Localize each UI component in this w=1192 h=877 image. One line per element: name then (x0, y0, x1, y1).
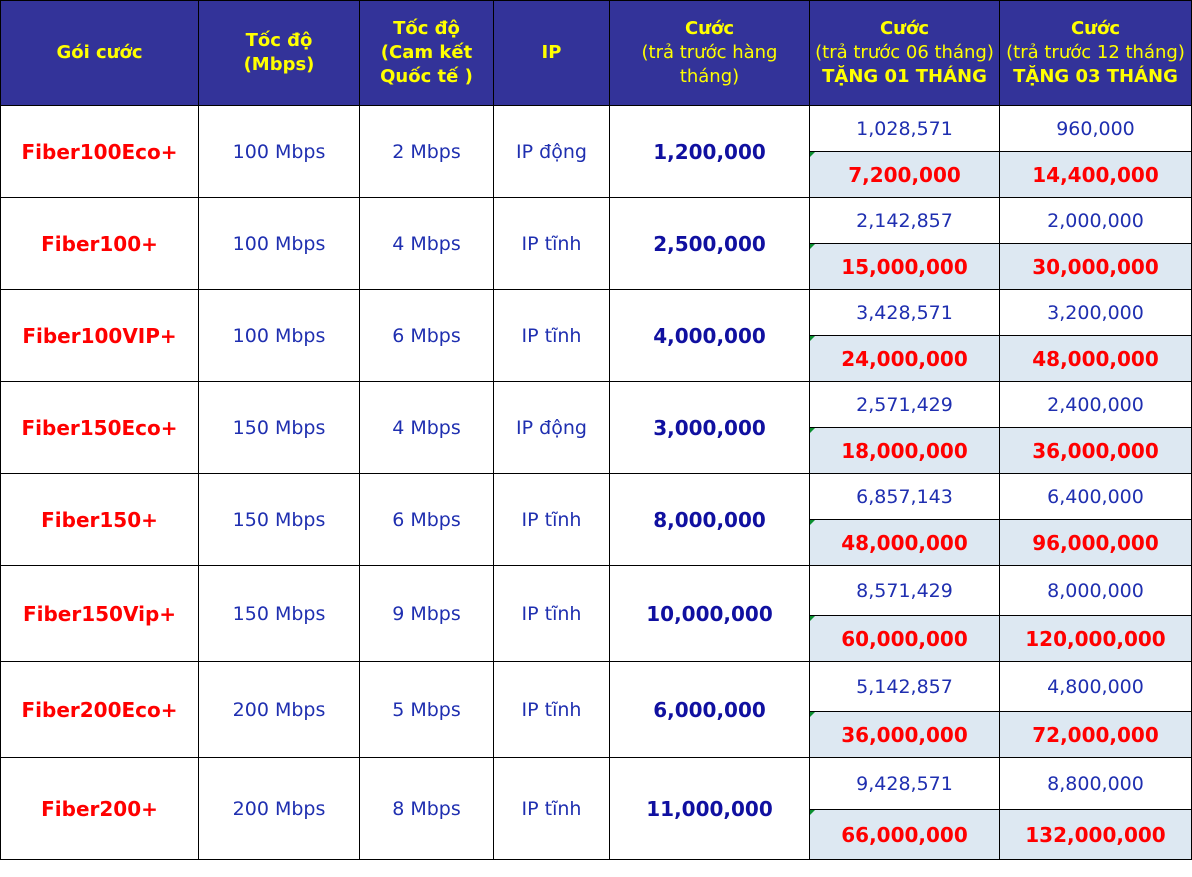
speed-value: 100 Mbps (199, 290, 360, 382)
twelve-month-total: 14,400,000 (1000, 152, 1192, 198)
ip-type: IP động (494, 382, 610, 474)
monthly-price: 4,000,000 (610, 290, 810, 382)
ip-type: IP tĩnh (494, 198, 610, 290)
ip-type: IP tĩnh (494, 474, 610, 566)
six-month-total: 24,000,000 (810, 336, 1000, 382)
package-name: Fiber100+ (1, 198, 199, 290)
package-name: Fiber150Eco+ (1, 382, 199, 474)
twelve-month-total: 48,000,000 (1000, 336, 1192, 382)
header-ip: IP (494, 1, 610, 106)
six-month-total: 60,000,000 (810, 616, 1000, 662)
package-name: Fiber150+ (1, 474, 199, 566)
table-row (1, 758, 1192, 810)
twelve-month-total: 132,000,000 (1000, 810, 1192, 860)
twelve-month-per-month: 2,400,000 (1000, 382, 1192, 428)
six-month-total: 15,000,000 (810, 244, 1000, 290)
speed-value: 150 Mbps (199, 566, 360, 662)
package-name: Fiber150Vip+ (1, 566, 199, 662)
ip-type: IP tĩnh (494, 290, 610, 382)
twelve-month-total: 30,000,000 (1000, 244, 1192, 290)
six-month-total: 66,000,000 (810, 810, 1000, 860)
header-monthly: Cước (trả trước hàng tháng) (610, 1, 810, 106)
twelve-month-per-month: 8,800,000 (1000, 758, 1192, 810)
ip-type: IP tĩnh (494, 662, 610, 758)
header-six-month: Cước (trả trước 06 tháng) TẶNG 01 THÁNG (810, 1, 1000, 106)
package-name: Fiber200+ (1, 758, 199, 860)
six-month-total: 18,000,000 (810, 428, 1000, 474)
header-intl-speed: Tốc độ (Cam kết Quốc tế ) (360, 1, 494, 106)
intl-speed-value: 6 Mbps (360, 474, 494, 566)
package-name: Fiber100Eco+ (1, 106, 199, 198)
intl-speed-value: 4 Mbps (360, 382, 494, 474)
monthly-price: 10,000,000 (610, 566, 810, 662)
table-header (1, 1, 1192, 106)
monthly-price: 11,000,000 (610, 758, 810, 860)
six-month-per-month: 9,428,571 (810, 758, 1000, 810)
ip-type: IP tĩnh (494, 566, 610, 662)
table-row (1, 290, 1192, 336)
speed-value: 100 Mbps (199, 106, 360, 198)
monthly-price: 1,200,000 (610, 106, 810, 198)
speed-value: 200 Mbps (199, 758, 360, 860)
twelve-month-total: 72,000,000 (1000, 712, 1192, 758)
twelve-month-per-month: 4,800,000 (1000, 662, 1192, 712)
table-row (1, 662, 1192, 712)
header-speed: Tốc độ (Mbps) (199, 1, 360, 106)
package-name: Fiber200Eco+ (1, 662, 199, 758)
table-row (1, 566, 1192, 616)
six-month-per-month: 5,142,857 (810, 662, 1000, 712)
speed-value: 150 Mbps (199, 474, 360, 566)
table-row (1, 474, 1192, 520)
speed-value: 150 Mbps (199, 382, 360, 474)
twelve-month-per-month: 8,000,000 (1000, 566, 1192, 616)
monthly-price: 3,000,000 (610, 382, 810, 474)
monthly-price: 2,500,000 (610, 198, 810, 290)
six-month-total: 7,200,000 (810, 152, 1000, 198)
table-row (1, 106, 1192, 152)
speed-value: 100 Mbps (199, 198, 360, 290)
intl-speed-value: 5 Mbps (360, 662, 494, 758)
twelve-month-per-month: 6,400,000 (1000, 474, 1192, 520)
table-row (1, 198, 1192, 244)
package-name: Fiber100VIP+ (1, 290, 199, 382)
six-month-per-month: 2,571,429 (810, 382, 1000, 428)
six-month-total: 48,000,000 (810, 520, 1000, 566)
table-row (1, 382, 1192, 428)
twelve-month-per-month: 2,000,000 (1000, 198, 1192, 244)
twelve-month-per-month: 960,000 (1000, 106, 1192, 152)
six-month-per-month: 2,142,857 (810, 198, 1000, 244)
speed-value: 200 Mbps (199, 662, 360, 758)
intl-speed-value: 9 Mbps (360, 566, 494, 662)
twelve-month-per-month: 3,200,000 (1000, 290, 1192, 336)
ip-type: IP động (494, 106, 610, 198)
monthly-price: 8,000,000 (610, 474, 810, 566)
six-month-per-month: 1,028,571 (810, 106, 1000, 152)
header-package: Gói cước (1, 1, 199, 106)
twelve-month-total: 36,000,000 (1000, 428, 1192, 474)
intl-speed-value: 8 Mbps (360, 758, 494, 860)
ip-type: IP tĩnh (494, 758, 610, 860)
six-month-per-month: 8,571,429 (810, 566, 1000, 616)
monthly-price: 6,000,000 (610, 662, 810, 758)
header-twelve-month: Cước (trả trước 12 tháng) TẶNG 03 THÁNG (1000, 1, 1192, 106)
six-month-total: 36,000,000 (810, 712, 1000, 758)
intl-speed-value: 2 Mbps (360, 106, 494, 198)
table-body (1, 106, 1192, 860)
six-month-per-month: 6,857,143 (810, 474, 1000, 520)
twelve-month-total: 120,000,000 (1000, 616, 1192, 662)
intl-speed-value: 6 Mbps (360, 290, 494, 382)
six-month-per-month: 3,428,571 (810, 290, 1000, 336)
twelve-month-total: 96,000,000 (1000, 520, 1192, 566)
intl-speed-value: 4 Mbps (360, 198, 494, 290)
